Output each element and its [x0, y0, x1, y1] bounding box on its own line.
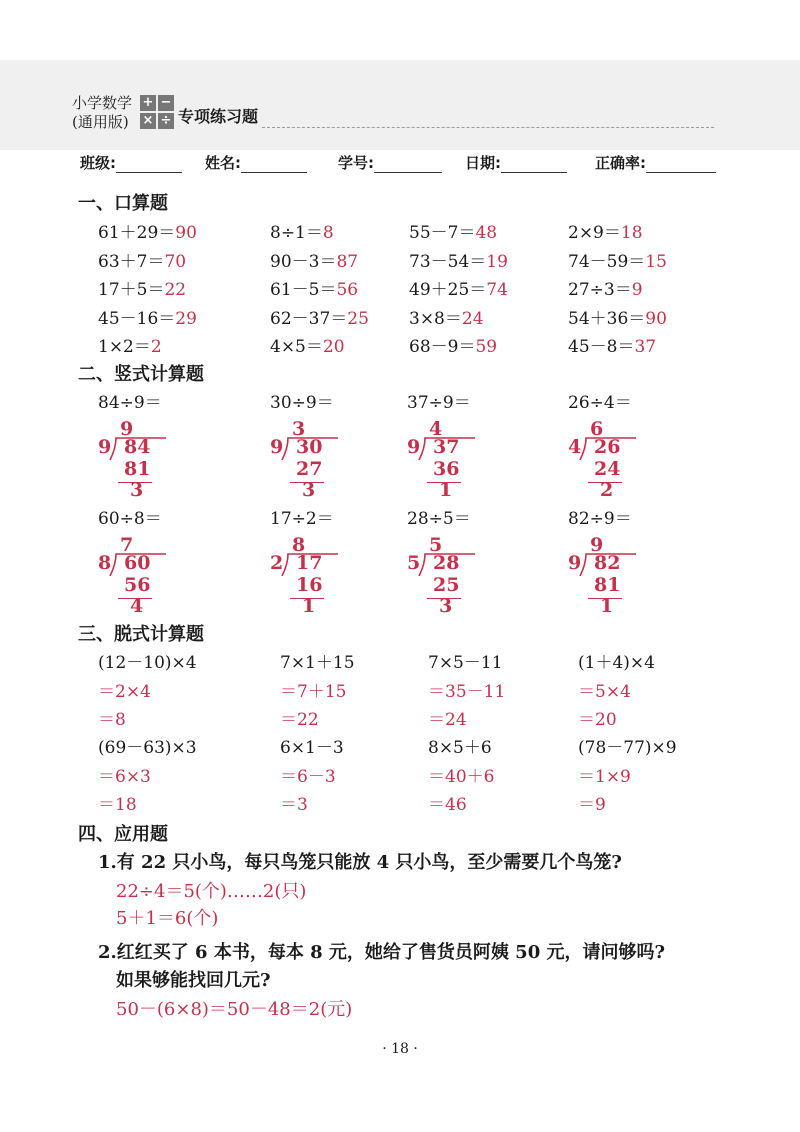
- operations-icon: [140, 95, 174, 129]
- page-number: · 18 ·: [382, 1041, 418, 1057]
- product: 24: [594, 458, 621, 480]
- mental-math-item: [409, 247, 508, 272]
- question: 61－5＝: [270, 280, 337, 300]
- long-division: [568, 534, 688, 634]
- dividend: 60: [124, 552, 151, 574]
- product: 81: [124, 458, 151, 480]
- divisor: 8: [98, 552, 112, 574]
- divisor: 4: [568, 436, 582, 458]
- stepwise-question: (1＋4)×4: [578, 653, 655, 673]
- question: 74－59＝: [568, 251, 646, 272]
- stepwise-step-1: ＝5×4: [578, 681, 631, 702]
- stepwise-question: 8×5＋6: [428, 738, 492, 758]
- book-title: 专项练习题: [178, 107, 259, 126]
- stepwise-step-1: ＝35－11: [428, 681, 506, 702]
- divisor: 9: [407, 436, 421, 458]
- stepwise-step-1: ＝40＋6: [428, 766, 495, 787]
- mental-math-item: [568, 218, 643, 243]
- division-question: 26÷4＝: [568, 393, 632, 413]
- answer: 18: [620, 223, 643, 243]
- stepwise-question: 7×1＋15: [280, 653, 355, 673]
- remainder: 1: [600, 595, 614, 617]
- divisor: 9: [270, 436, 284, 458]
- problem-1-question: 1.有 22 只小鸟，每只鸟笼只能放 4 只小鸟，至少需要几个鸟笼?: [98, 852, 622, 873]
- mental-math-item: [98, 332, 162, 357]
- stepwise-step-1: ＝7＋15: [280, 681, 347, 702]
- quotient: 8: [292, 534, 306, 556]
- question: 54＋36＝: [568, 308, 646, 329]
- answer: 59: [475, 337, 498, 357]
- mental-math-item: [568, 304, 667, 329]
- divisor: 2: [270, 552, 284, 574]
- answer: 15: [645, 251, 667, 272]
- remainder: 2: [600, 479, 614, 501]
- stepwise-step-1: ＝6×3: [98, 766, 151, 787]
- question: 45－8＝: [568, 337, 635, 357]
- division-question: 17÷2＝: [270, 509, 334, 529]
- mental-math-item: [568, 275, 643, 300]
- stepwise-step-2: ＝24: [428, 710, 467, 730]
- divisor: 5: [407, 552, 421, 574]
- question: 45－16＝: [98, 308, 176, 329]
- answer: 22: [164, 280, 187, 300]
- remainder: 1: [439, 479, 453, 501]
- answer: 48: [475, 223, 498, 243]
- class-field[interactable]: 班级:: [80, 152, 182, 173]
- stepwise-question: 6×1－3: [280, 738, 344, 758]
- dividend: 37: [433, 436, 460, 458]
- quotient: 3: [292, 418, 306, 440]
- times-icon: ×: [140, 113, 156, 129]
- dividend: 28: [433, 552, 460, 574]
- question: 1×2＝: [98, 337, 151, 357]
- stepwise-step-2: ＝22: [280, 710, 319, 730]
- answer: 25: [347, 308, 369, 329]
- quotient: 7: [120, 534, 134, 556]
- question: 8÷1＝: [270, 223, 323, 243]
- student-id-field[interactable]: 学号:: [338, 152, 442, 173]
- question: 27÷3＝: [568, 280, 632, 300]
- remainder: 1: [302, 595, 316, 617]
- section-1-title: 一、口算题: [78, 193, 168, 214]
- mental-math-item: [409, 304, 484, 329]
- mental-math-item: [270, 275, 358, 300]
- divide-icon: ÷: [158, 113, 174, 129]
- long-division: [270, 418, 390, 518]
- quotient: 5: [429, 534, 443, 556]
- dividend: 26: [594, 436, 621, 458]
- answer: 74: [486, 280, 508, 300]
- answer: 87: [336, 251, 359, 272]
- dividend: 84: [124, 436, 151, 458]
- quotient: 4: [429, 418, 443, 440]
- question: 3×8＝: [409, 308, 462, 329]
- series-line-2: (通用版): [72, 113, 129, 131]
- question: 4×5＝: [270, 337, 323, 357]
- question: 73－54＝: [409, 251, 487, 272]
- mental-math-item: [270, 247, 358, 272]
- long-division: [407, 418, 527, 518]
- answer: 70: [164, 251, 187, 272]
- mental-math-item: [568, 247, 667, 272]
- stepwise-step-2: ＝20: [578, 710, 617, 730]
- answer: 29: [175, 308, 197, 329]
- stepwise-question: (78－77)×9: [578, 738, 677, 758]
- question: 61＋29＝: [98, 223, 176, 243]
- remainder: 3: [439, 595, 453, 617]
- long-division: [407, 534, 527, 634]
- question: 17＋5＝: [98, 280, 165, 300]
- stepwise-step-2: ＝3: [280, 795, 308, 815]
- header-divider: [262, 127, 714, 128]
- answer: 90: [645, 308, 667, 329]
- question: 68－9＝: [409, 337, 476, 357]
- mental-math-item: [98, 304, 197, 329]
- stepwise-step-1: ＝6－3: [280, 766, 336, 787]
- long-division: [270, 534, 390, 634]
- mental-math-item: [568, 332, 656, 357]
- answer: 9: [631, 280, 643, 300]
- stepwise-question: 7×5－11: [428, 653, 503, 673]
- remainder: 4: [130, 595, 144, 617]
- product: 81: [594, 574, 621, 596]
- stepwise-step-2: ＝8: [98, 710, 126, 730]
- name-field[interactable]: 姓名:: [205, 152, 307, 173]
- long-division: [568, 418, 688, 518]
- stepwise-step-2: ＝46: [428, 795, 467, 815]
- answer: 90: [175, 223, 197, 243]
- remainder: 3: [302, 479, 316, 501]
- division-question: 28÷5＝: [407, 509, 471, 529]
- answer: 19: [486, 251, 508, 272]
- long-division: [98, 418, 218, 518]
- stepwise-step-1: ＝1×9: [578, 766, 631, 787]
- date-field[interactable]: 日期:: [465, 152, 567, 173]
- product: 25: [433, 574, 460, 596]
- minus-icon: −: [158, 95, 174, 111]
- quotient: 9: [120, 418, 134, 440]
- section-2-title: 二、竖式计算题: [78, 364, 204, 385]
- stepwise-step-2: ＝9: [578, 795, 606, 815]
- mental-math-item: [270, 304, 369, 329]
- stepwise-question: (69－63)×3: [98, 738, 197, 758]
- problem-1-answer-1: 22÷4＝5(个)……2(只): [116, 881, 307, 902]
- mental-math-item: [409, 275, 508, 300]
- division-question: 82÷9＝: [568, 509, 632, 529]
- dividend: 30: [296, 436, 323, 458]
- answer: 24: [461, 308, 484, 329]
- answer: 2: [150, 337, 162, 357]
- divisor: 9: [98, 436, 112, 458]
- mental-math-item: [270, 332, 345, 357]
- stepwise-step-1: ＝2×4: [98, 681, 151, 702]
- remainder: 3: [130, 479, 144, 501]
- plus-icon: +: [140, 95, 156, 111]
- mental-math-item: [409, 332, 497, 357]
- question: 55－7＝: [409, 223, 476, 243]
- division-question: 30÷9＝: [270, 393, 334, 413]
- division-question: 84÷9＝: [98, 393, 162, 413]
- quotient: 9: [590, 534, 604, 556]
- mental-math-item: [98, 218, 197, 243]
- product: 27: [296, 458, 323, 480]
- product: 36: [433, 458, 460, 480]
- long-division: [98, 534, 218, 634]
- stepwise-step-2: ＝18: [98, 795, 137, 815]
- problem-1-answer-2: 5＋1＝6(个): [116, 908, 219, 929]
- answer: 20: [322, 337, 345, 357]
- question: 63＋7＝: [98, 251, 165, 272]
- mental-math-item: [409, 218, 497, 243]
- answer: 37: [634, 337, 657, 357]
- problem-2-answer: 50－(6×8)＝50－48＝2(元): [116, 999, 353, 1020]
- stepwise-question: (12－10)×4: [98, 653, 197, 673]
- divisor: 9: [568, 552, 582, 574]
- section-3-title: 三、脱式计算题: [78, 624, 204, 645]
- series-label: [72, 94, 132, 132]
- answer: 56: [336, 280, 359, 300]
- dividend: 82: [594, 552, 621, 574]
- series-line-1: 小学数学: [72, 94, 133, 112]
- answer: 8: [322, 223, 334, 243]
- question: 2×9＝: [568, 223, 621, 243]
- product: 16: [296, 574, 323, 596]
- division-question: 37÷9＝: [407, 393, 471, 413]
- mental-math-item: [98, 247, 186, 272]
- section-4-title: 四、应用题: [78, 824, 168, 845]
- mental-math-item: [98, 275, 186, 300]
- quotient: 6: [590, 418, 604, 440]
- product: 56: [124, 574, 151, 596]
- problem-2-question-line-2: 如果够能找回几元?: [116, 970, 271, 991]
- question: 49＋25＝: [409, 280, 487, 300]
- division-question: 60÷8＝: [98, 509, 162, 529]
- problem-2-question-line-1: 2.红红买了 6 本书，每本 8 元，她给了售货员阿姨 50 元，请问够吗?: [98, 942, 666, 963]
- dividend: 17: [296, 552, 323, 574]
- accuracy-field[interactable]: 正确率:: [595, 152, 716, 173]
- question: 90－3＝: [270, 251, 337, 272]
- question: 62－37＝: [270, 308, 348, 329]
- mental-math-item: [270, 218, 334, 243]
